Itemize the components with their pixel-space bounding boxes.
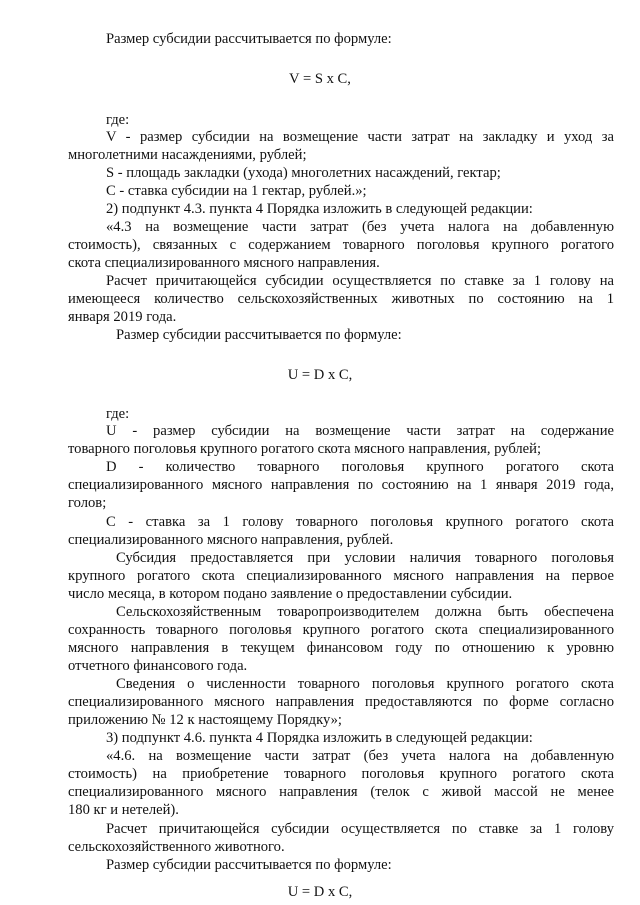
paragraph-line: Размер субсидии рассчитывается по формуле:	[106, 31, 392, 47]
paragraph-line: С - ставка субсидии на 1 гектар, рублей.»;	[106, 183, 367, 199]
paragraph-line: мясного направления в текущем финансовом году по отношению к уровню	[68, 640, 614, 656]
paragraph-line: где:	[106, 406, 130, 422]
paragraph-line: специализированного мясного направления, рублей.	[68, 532, 394, 548]
paragraph-line: V - размер субсидии на возмещение части затрат на закладку и уход за	[106, 129, 614, 145]
paragraph-line: специализированного мясного направления предоставляются по форме согласно	[68, 694, 614, 710]
paragraph-line: стоимость) на приобретение товарного поголовья крупного рогатого скота	[68, 766, 614, 782]
paragraph-line: голов;	[68, 495, 107, 511]
paragraph-line: Расчет причитающейся субсидии осуществляется по ставке за 1 голову на	[106, 273, 614, 289]
paragraph-line: специализированного мясного направления (телок с живой массой не менее	[68, 784, 614, 800]
paragraph-line: Размер субсидии рассчитывается по формуле:	[106, 857, 392, 873]
paragraph-line: товарного поголовья крупного рогатого скота мясного направления, рублей;	[68, 441, 542, 457]
paragraph-line: S - площадь закладки (ухода) многолетних насаждений, гектар;	[106, 165, 501, 181]
paragraph-line: «4.6. на возмещение части затрат (без учета налога на добавленную	[106, 748, 614, 764]
paragraph-line: крупного рогатого скота специализированного мясного направления на первое	[68, 568, 614, 584]
paragraph-line: D - количество товарного поголовья крупного рогатого скота	[106, 459, 614, 475]
paragraph-line: 180 кг и нетелей).	[68, 802, 179, 818]
paragraph-line: число месяца, в котором подано заявление о предоставлении субсидии.	[68, 586, 513, 602]
formula: V = S x C,	[289, 71, 351, 87]
paragraph-line: Сведения о численности товарного поголовья крупного рогатого скота	[116, 676, 614, 692]
paragraph-line: Сельскохозяйственным товаропроизводителем должна быть обеспечена	[116, 604, 614, 620]
paragraph-line: специализированного мясного направления по состоянию на 1 января 2019 года,	[68, 477, 614, 493]
paragraph-line: U - размер субсидии на возмещение части затрат на содержание	[106, 423, 614, 439]
formula: U = D x C,	[287, 367, 353, 383]
paragraph-line: многолетними насаждениями, рублей;	[68, 147, 307, 163]
paragraph-line: скота специализированного мясного направления.	[68, 255, 380, 271]
paragraph-line: отчетного финансового года.	[68, 658, 248, 674]
paragraph-line: сельскохозяйственного животного.	[68, 839, 285, 855]
paragraph-line: Расчет причитающейся субсидии осуществляется по ставке за 1 голову	[106, 821, 614, 837]
paragraph-line: сохранность товарного поголовья крупного рогатого скота специализированного	[68, 622, 614, 638]
paragraph-line: Субсидия предоставляется при условии наличия товарного поголовья	[116, 550, 614, 566]
paragraph-line: приложению № 12 к настоящему Порядку»;	[68, 712, 342, 728]
paragraph-line: 3) подпункт 4.6. пункта 4 Порядка изложить в следующей редакции:	[106, 730, 533, 746]
formula: U = D x C,	[287, 884, 353, 900]
paragraph-line: С - ставка за 1 голову товарного поголовья крупного рогатого скота	[106, 514, 614, 530]
paragraph-line: Размер субсидии рассчитывается по формуле:	[116, 327, 402, 343]
paragraph-line: 2) подпункт 4.3. пункта 4 Порядка изложить в следующей редакции:	[106, 201, 533, 217]
paragraph-line: имеющееся количество сельскохозяйственных животных по состоянию на 1	[68, 291, 614, 307]
paragraph-line: «4.3 на возмещение части затрат (без учета налога на добавленную	[106, 219, 614, 235]
paragraph-line: января 2019 года.	[68, 309, 177, 325]
paragraph-line: стоимость), связанных с содержанием товарного поголовья крупного рогатого	[68, 237, 614, 253]
paragraph-line: где:	[106, 112, 130, 128]
